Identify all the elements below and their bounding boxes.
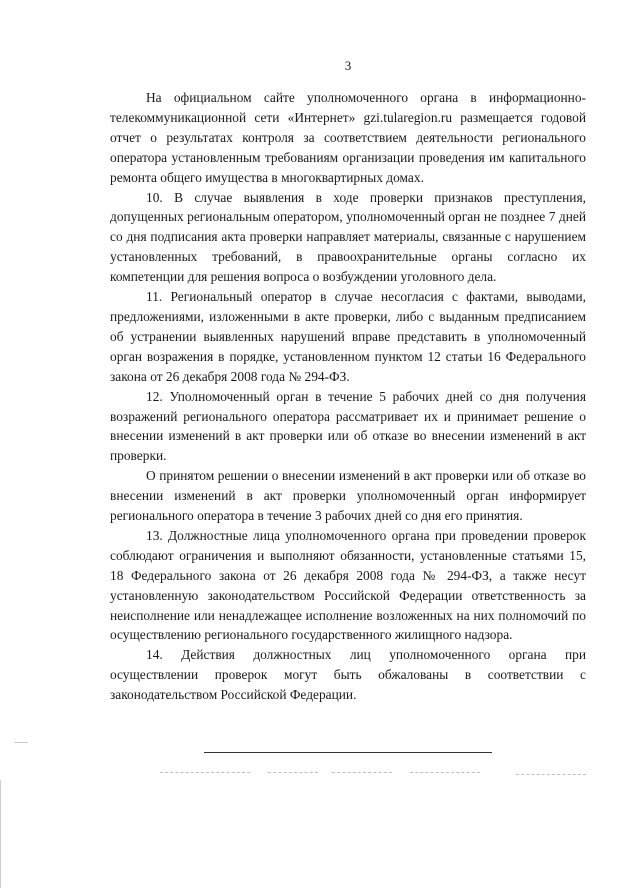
scan-edge-line (0, 780, 1, 888)
end-of-text-rule (204, 752, 492, 753)
scan-artifact-line (410, 772, 480, 773)
paragraph-10: 10. В случае выявления в ходе проверки признаков преступления, допущенных региональным оператором, уполномоченный орган не позднее 7 дней со дня подписания акта проверки направляет материалы, связанные с нарушением установленных требований, в правоохранительные органы согласно их компетенции для решения вопроса о возбуждении уголовного дела. (110, 189, 586, 285)
paragraph-website-report: На официальном сайте уполномоченного органа в информационно-телекоммуникационной сети «Интернет» gzi.tularegion.ru размещается годовой отчет о результатах контроля за соответствием деятельности регионального оператора установленным требованиям организации проведения им капитального ремонта общего имущества в многоквартирных домах. (110, 90, 586, 185)
paragraph-12: 12. Уполномоченный орган в течение 5 рабочих дней со дня получения возражений регионального оператора рассматривает их и принимает решение о внесении изменений в акт проверки или об отказе во внесении изменений в акт проверки. (110, 388, 586, 464)
document-body (110, 88, 586, 705)
paragraph-14: 14. Действия должностных лиц уполномоченного органа при осуществлении проверок могут быть обжалованы в соответствии с законодательством Российской Федерации. (110, 647, 586, 703)
scan-artifact-line (332, 772, 392, 773)
page-number: 3 (344, 58, 352, 73)
paragraph-12-decision: О принятом решении о внесении изменений в акт проверки или об отказе во внесении изменений в акт проверки уполномоченный орган информирует регионального оператора в течение 3 рабочих дней со дня его принятия. (110, 468, 586, 524)
scan-artifact-line (516, 774, 586, 775)
scan-edge-mark (14, 742, 28, 743)
scan-artifact-line (268, 772, 318, 773)
scan-artifact-line (160, 772, 250, 773)
paragraph-11: 11. Региональный оператор в случае несогласия с фактами, выводами, предложениями, изложенными в акте проверки, либо с выданным предписанием об устранении выявленных нарушений вправе представить в уполномоченный орган возражения в порядке, установленном пунктом 12 статьи 16 Федерального закона от 26 декабря 2008 года № 294-ФЗ. (110, 289, 586, 384)
paragraph-13: 13. Должностные лица уполномоченного органа при проведении проверок соблюдают ограничения и выполняют обязанности, установленные статьями 15, 18 Федерального закона от 26 декабря 2008 года № 294-ФЗ, а также несут установленную законодательством Российской Федерации ответственность за неисполнение или ненадлежащее исполнение возложенных на них полномочий по осуществлению регионального государственного жилищного надзора. (110, 527, 586, 643)
